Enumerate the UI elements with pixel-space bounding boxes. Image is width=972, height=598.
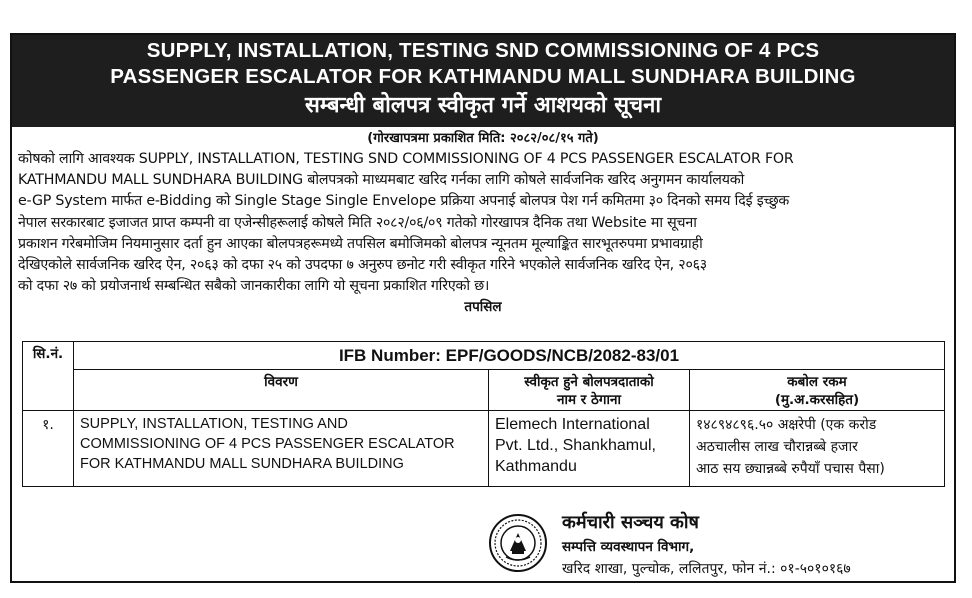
bidder-line-3: Kathmandu — [495, 458, 577, 475]
body-line-6: देखिएकोले सार्वजनिक खरिद ऐन, २०६३ को दफा २५ को उपदफा ७ अनुरुप छनोट गरी स्वीकृत गरिने भएकोले सार्वजनिक खरिद ऐन, २०६३ — [18, 257, 707, 274]
amount-line-2: अठचालीस लाख चौरान्नब्बे हजार — [696, 439, 858, 455]
schedule-title: तपसिल — [464, 299, 502, 316]
col-description-label: विवरण — [264, 374, 298, 390]
table-row — [23, 411, 945, 487]
col-amount — [690, 370, 945, 411]
org-name: कर्मचारी सञ्चय कोष — [562, 512, 699, 533]
bidder-line-2: Pvt. Ltd., Shankhamul, — [495, 437, 656, 454]
row-sn: १. — [23, 411, 74, 487]
body-line-1: कोषको लागि आवश्यक SUPPLY, INSTALLATION, TESTING SND COMMISSIONING OF 4 PCS PASSENGER ESCALATOR FOR — [18, 151, 794, 167]
body-line-2: KATHMANDU MALL SUNDHARA BUILDING बोलपत्रको माध्यमबाट खरिद गर्नका लागि कोषले सार्वजनिक खरिद अनुगमन कार्यालयको — [18, 172, 745, 189]
issuer-footer — [482, 511, 952, 581]
ifb-number: IFB Number: EPF/GOODS/NCB/2082-83/01 — [74, 342, 945, 370]
col-amount-line-1: कबोल रकम — [787, 374, 847, 390]
col-description — [74, 370, 489, 411]
row-description — [74, 411, 489, 487]
sn-header: सि.नं. — [23, 342, 74, 411]
notice-header — [12, 35, 954, 127]
column-header-row — [23, 370, 945, 411]
title-line-1: SUPPLY, INSTALLATION, TESTING SND COMMISSIONING OF 4 PCS — [146, 39, 820, 62]
bidder-line-1: Elemech International — [495, 416, 650, 433]
address-line: खरिद शाखा, पुल्चोक, ललितपुर, फोन नं.: ०१-५०१०१६७ — [562, 561, 851, 577]
body-line-4: नेपाल सरकारबाट इजाजत प्राप्त कम्पनी वा एजेन्सीहरूलाई कोषले मिति २०८२/०६/०९ गतेको गोरखापत्र दैनिक तथा Website मा सूचना — [18, 214, 697, 231]
col-bidder-line-1: स्वीकृत हुने बोलपत्रदाताको — [524, 374, 654, 390]
amount-line-1: १४८९४८९६.५० अक्षरेपी (एक करोड — [696, 417, 877, 433]
desc-line-1: SUPPLY, INSTALLATION, TESTING AND — [80, 416, 348, 432]
row-bidder — [489, 411, 690, 487]
col-bidder-line-2: नाम र ठेगाना — [557, 392, 621, 408]
schedule-table — [22, 341, 945, 487]
ifb-row — [23, 342, 945, 370]
desc-line-2: COMMISSIONING OF 4 PCS PASSENGER ESCALATOR — [80, 436, 455, 452]
amount-line-3: आठ सय छ्यान्नब्बे रुपैयाँ पचास पैसा) — [696, 461, 885, 477]
col-amount-line-2: (मु.अ.करसहित) — [774, 392, 860, 408]
body-line-5: प्रकाशन गरेबमोजिम नियमानुसार दर्ता हुन आएका बोलपत्रहरूमध्ये तपसिल बमोजिमको बोलपत्र न्यूनतम मूल्याङ्कित सारभूतरुपमा प्रभावग्राही — [18, 235, 703, 252]
body-line-3: e-GP System मार्फत e-Bidding को Single Stage Single Envelope प्रक्रिया अपनाई बोलपत्र पेश गर्न कमितमा ३० दिनको समय दिई इच्छुक — [18, 193, 790, 210]
notice-container — [10, 33, 956, 583]
seal-logo-icon — [488, 513, 548, 573]
notice-body — [12, 149, 954, 297]
title-line-3: सम्बन्धी बोलपत्र स्वीकृत गर्ने आशयको सूचना — [304, 93, 662, 118]
body-line-7: को दफा २७ को प्रयोजनार्थ सम्बन्धित सबैको जानकारीका लागि यो सूचना प्रकाशित गरिएको छ। — [18, 278, 490, 295]
desc-line-3: FOR KATHMANDU MALL SUNDHARA BUILDING — [80, 456, 404, 472]
col-bidder — [489, 370, 690, 411]
publication-note: (गोरखापत्रमा प्रकाशित मिति: २०८२/०८/१५ गते) — [367, 131, 599, 146]
row-amount — [690, 411, 945, 487]
title-line-2: PASSENGER ESCALATOR FOR KATHMANDU MALL SUNDHARA BUILDING — [110, 65, 856, 88]
department-name: सम्पत्ति व्यवस्थापन विभाग, — [562, 539, 695, 555]
